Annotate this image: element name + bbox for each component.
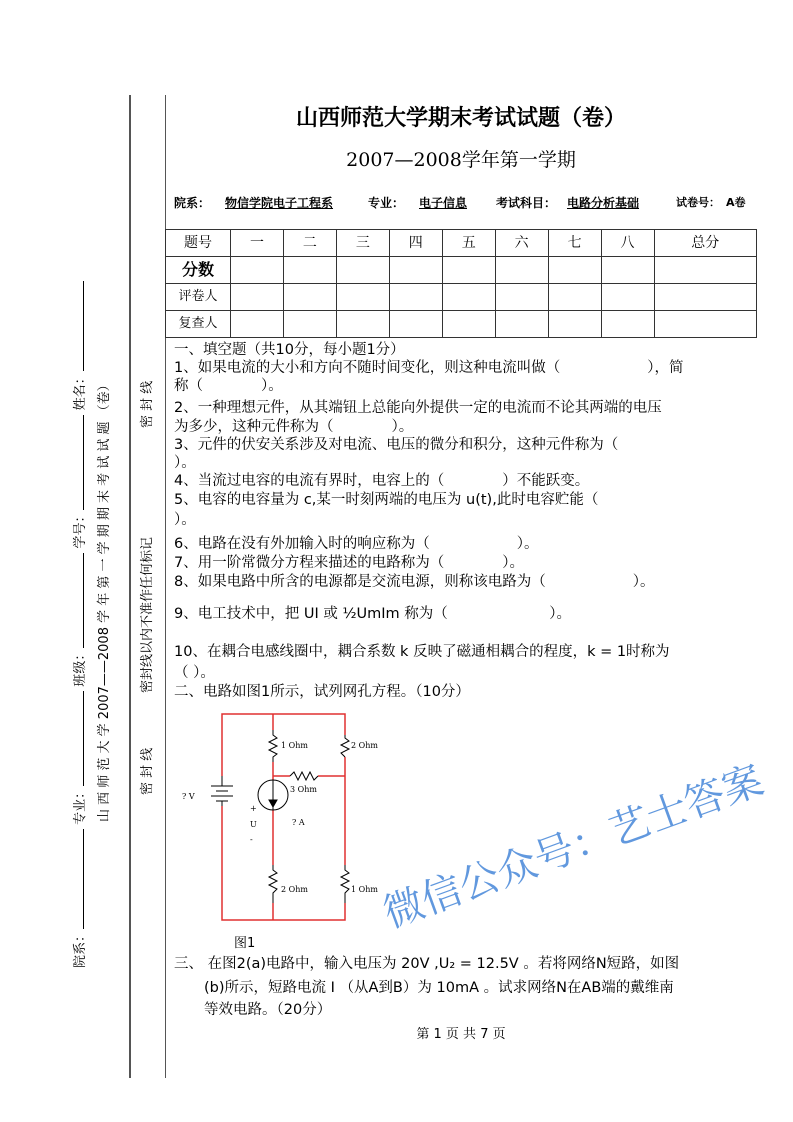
battery-icon bbox=[211, 776, 233, 806]
table-header: 五 bbox=[442, 230, 495, 257]
seal-line-3: 密 封 线 bbox=[140, 380, 155, 428]
question-line: 5、电容的电容量为 c,某一时刻两端的电压为 u(t),此时电容贮能（ bbox=[174, 492, 599, 508]
subject-value: 电路分析基础 bbox=[567, 196, 640, 210]
resistor-3-icon bbox=[290, 772, 318, 780]
r3-label: 3 Ohm bbox=[290, 785, 317, 794]
section-2-heading: 二、电路如图1所示，试列网孔方程。（10分） bbox=[174, 684, 470, 700]
r5-label: 1 Ohm bbox=[351, 885, 378, 894]
r1-label: 1 Ohm bbox=[281, 741, 308, 750]
seal-notice: 密封线以内不准作任何标记 bbox=[140, 536, 155, 693]
table-header: 八 bbox=[601, 230, 654, 257]
table-header: 六 bbox=[495, 230, 548, 257]
section-3-line: 等效电路。（20分） bbox=[204, 1002, 332, 1018]
voltage-source-label: ? V bbox=[182, 792, 195, 801]
section-1-heading: 一、填空题（共10分，每小题1分） bbox=[174, 342, 405, 358]
row-label: 评卷人 bbox=[166, 284, 231, 311]
question-line: 9、电工技术中，把 UI 或 ½UmIm 称为（ ）。 bbox=[174, 606, 571, 622]
question-line: ）。 bbox=[174, 455, 196, 471]
section-3-line: 三、 在图2(a)电路中，输入电压为 20V ,U₂ = 12.5V 。若将网络N短路，如图 bbox=[174, 956, 680, 972]
resistor-1-icon bbox=[269, 730, 277, 762]
row-label: 复查人 bbox=[166, 311, 231, 338]
question-line: 2、一种理想元件，从其端钮上总能向外提供一定的电流而不论其两端的电压 bbox=[174, 400, 662, 416]
row-label: 分数 bbox=[166, 257, 231, 284]
question-line: 10、在耦合电感线圈中，耦合系数 k 反映了磁通相耦合的程度，k = 1时称为 bbox=[174, 644, 670, 660]
field-student-id: 学号： bbox=[73, 509, 88, 549]
table-header: 三 bbox=[336, 230, 389, 257]
u-label: U bbox=[250, 820, 257, 829]
semester: 2007—2008学年第一学期 bbox=[346, 149, 576, 171]
exam-line: 山 西 师 范 大 学 2007——2008 学 年 第 一 学 期 期 末 考 试 试 题 （卷） bbox=[97, 378, 112, 822]
table-header: 二 bbox=[283, 230, 336, 257]
paper-label: 试卷号： bbox=[676, 196, 720, 209]
resistor-4-icon bbox=[269, 865, 277, 903]
field-dept: 院系： bbox=[73, 928, 88, 968]
question-line: （ ）。 bbox=[174, 665, 215, 681]
table-header: 总分 bbox=[654, 230, 757, 257]
minus-label: - bbox=[250, 835, 253, 844]
subject-label: 考试科目： bbox=[496, 196, 557, 210]
question-line: 称（ ）。 bbox=[174, 378, 283, 394]
dept-value: 物信学院电子工程系 bbox=[225, 196, 334, 210]
resistor-2-icon bbox=[341, 735, 349, 757]
plus-label: + bbox=[250, 804, 257, 813]
r2-label: 2 Ohm bbox=[351, 741, 378, 750]
table-header: 七 bbox=[548, 230, 601, 257]
watermark: 微信公众号：艺士答案 bbox=[377, 757, 770, 938]
question-line: 6、电路在没有外加输入时的响应称为（ ）。 bbox=[174, 536, 539, 552]
page-number: 第 1 页 共 7 页 bbox=[416, 1027, 506, 1042]
figure-caption: 图1 bbox=[234, 936, 256, 951]
dept-label: 院系： bbox=[174, 196, 211, 210]
major-value: 电子信息 bbox=[419, 196, 468, 210]
section-3-line: (b)所示，短路电流 I （从A到B）为 10mA 。试求网络N在AB端的戴维南 bbox=[204, 980, 674, 996]
question-line: 4、当流过电容的电流有界时，电容上的（ ）不能跃变。 bbox=[174, 473, 590, 489]
paper-value: A卷 bbox=[726, 196, 746, 209]
page-title: 山西师范大学期末考试试题（卷） bbox=[295, 106, 626, 131]
table-header: 一 bbox=[231, 230, 284, 257]
question-line: 8、如果电路中所含的电源都是交流电源，则称该电路为（ ）。 bbox=[174, 574, 655, 590]
question-line: 3、元件的伏安关系涉及对电流、电压的微分和积分，这种元件称为（ bbox=[174, 437, 619, 453]
question-line: 7、用一阶常微分方程来描述的电路称为（ ）。 bbox=[174, 555, 524, 571]
resistor-5-icon bbox=[341, 865, 349, 903]
field-name: 姓名： bbox=[73, 371, 88, 411]
circuit-components bbox=[211, 730, 349, 903]
question-line: 1、如果电流的大小和方向不随时间变化，则这种电流叫做（ ），简 bbox=[174, 360, 684, 376]
major-label: 专业： bbox=[368, 196, 405, 210]
table-header: 题号 bbox=[166, 230, 231, 257]
seal-line-1: 密 封 线 bbox=[140, 747, 155, 795]
question-line: ）。 bbox=[174, 512, 196, 528]
current-source-label: ? A bbox=[292, 818, 305, 827]
field-class: 班级： bbox=[73, 647, 88, 687]
current-source-icon bbox=[258, 780, 288, 810]
r4-label: 2 Ohm bbox=[281, 885, 308, 894]
table-header: 四 bbox=[389, 230, 442, 257]
question-line: 为多少，这种元件称为（ ）。 bbox=[174, 419, 414, 435]
field-major: 专业： bbox=[73, 785, 88, 825]
